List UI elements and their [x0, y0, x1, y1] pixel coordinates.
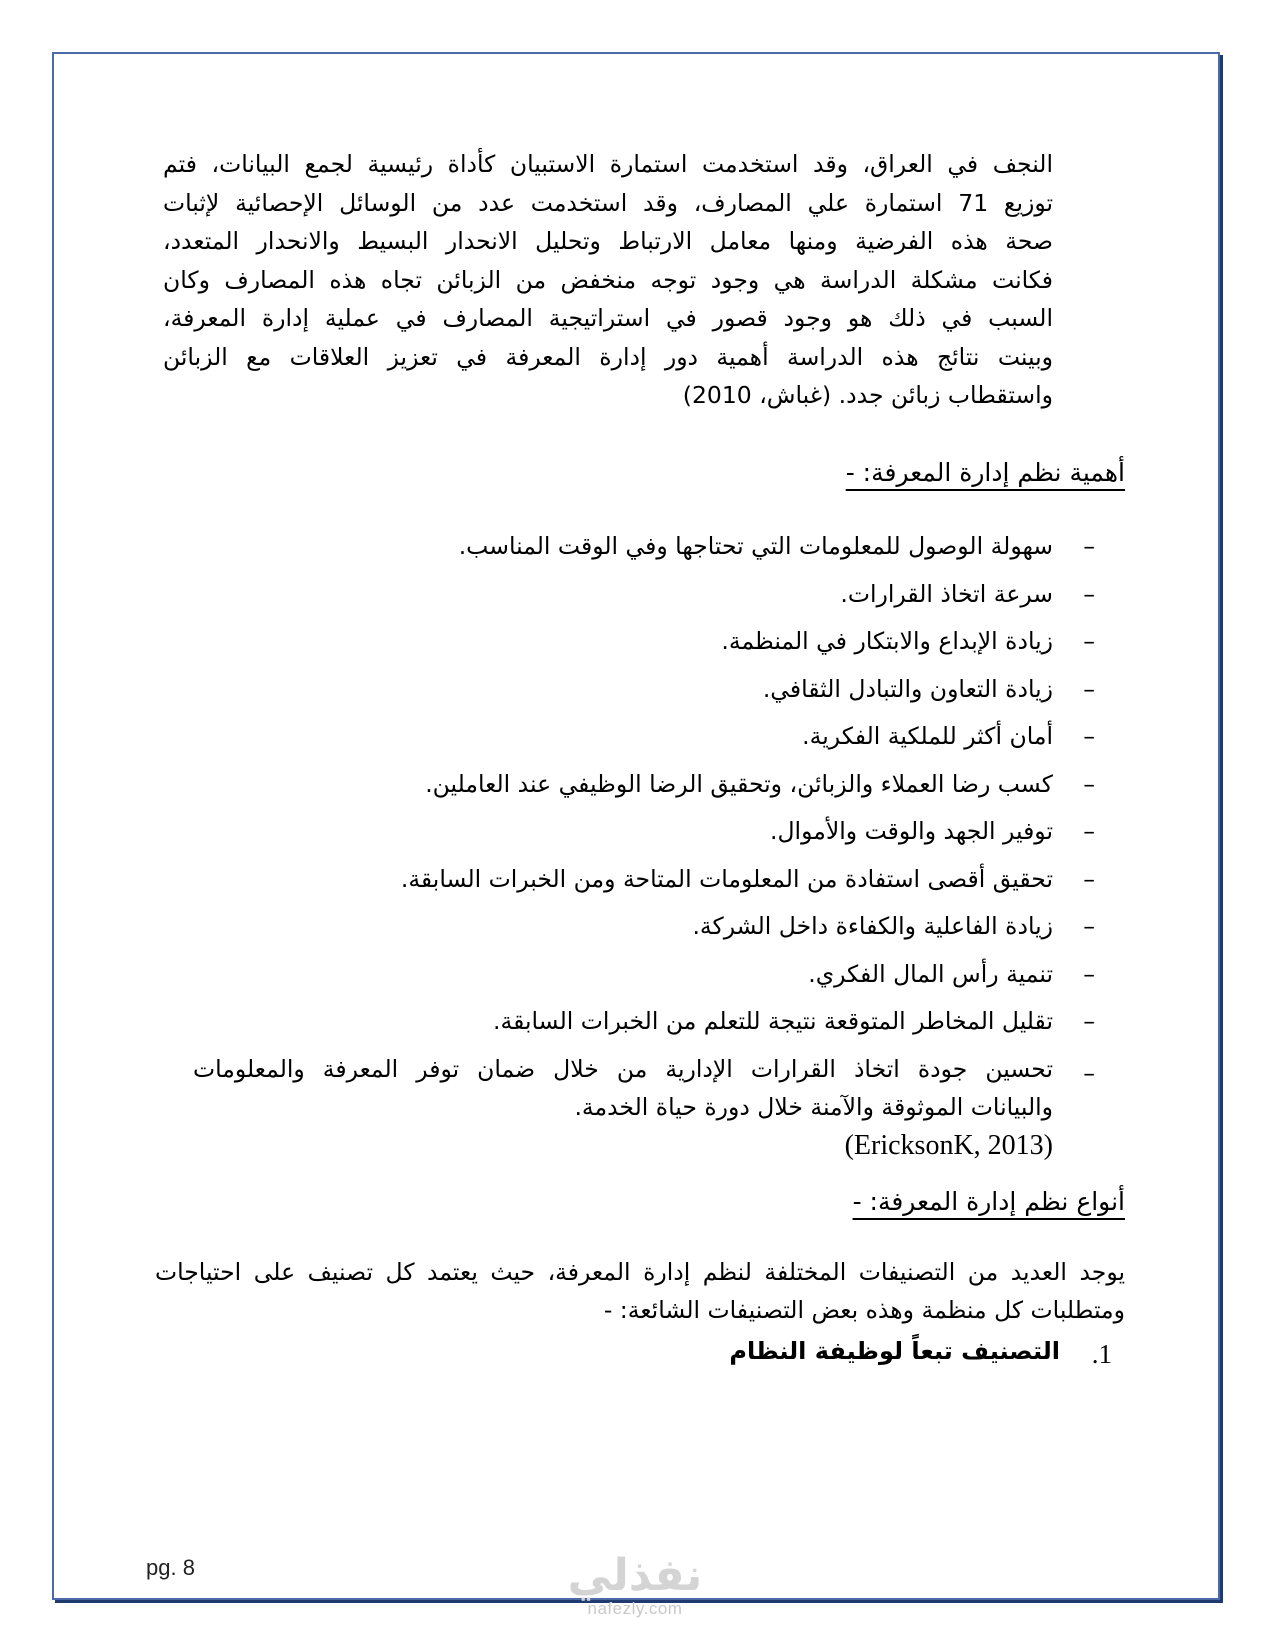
numbered-item: [729, 1337, 1112, 1369]
types-paragraph: [155, 1253, 1125, 1329]
list-item: – تنمية رأس المال الفكري.: [808, 959, 1095, 988]
dash-bullet: –: [1083, 579, 1095, 608]
list-item: – تقليل المخاطر المتوقعة نتيجة للتعلم من الخبرات السابقة.: [493, 1007, 1095, 1035]
paragraph-line: ومتطلبات كل منظمة وهذه بعض التصنيفات الشائعة: -: [603, 1296, 1125, 1324]
paragraph-line: يوجد العديد من التصنيفات المختلفة لنظم إدارة المعرفة، حيث يعتمد كل تصنيف على احتياجات: [155, 1258, 1125, 1286]
section-heading-importance: أهمية نظم إدارة المعرفة: -: [845, 458, 1125, 487]
item-text: التصنيف تبعاً لوظيفة النظام: [729, 1337, 1060, 1365]
list-item: – تحسين جودة اتخاذ القرارات الإدارية من خلال ضمان توفر المعرفة والمعلومات والبيانات الموثوقة والآمنة خلال دورة حياة الخدمة.: [193, 1054, 1095, 1121]
dash-bullet: –: [1083, 627, 1095, 655]
list-item: – كسب رضا العملاء والزبائن، وتحقيق الرضا الوظيفي عند العاملين.: [425, 769, 1095, 798]
item-number: 1.: [1091, 1339, 1112, 1369]
watermark-arabic: نفذلي: [567, 1550, 703, 1601]
dash-bullet: –: [1083, 1007, 1095, 1035]
intro-line: النجف في العراق، وقد استخدمت استمارة الاستبيان كأداة رئيسية لجمع البيانات، فتم: [163, 150, 1053, 178]
dash-bullet: –: [1083, 817, 1095, 845]
list-item: – زيادة التعاون والتبادل الثقافي.: [762, 674, 1095, 703]
list-item: – زيادة الفاعلية والكفاءة داخل الشركة.: [692, 912, 1095, 940]
citation: (EricksonK, 2013): [844, 1130, 1053, 1161]
list-item: – زيادة الإبداع والابتكار في المنظمة.: [721, 627, 1095, 655]
dash-bullet: –: [1083, 722, 1095, 750]
dash-bullet: –: [1083, 674, 1095, 703]
intro-paragraph: [163, 145, 1053, 415]
importance-list: [193, 531, 1095, 1126]
page-number: pg. 8: [146, 1555, 195, 1580]
list-item: – توفير الجهد والوقت والأموال.: [770, 817, 1095, 845]
intro-line: وبينت نتائج هذه الدراسة أهمية دور إدارة المعرفة في تعزيز العلاقات مع الزبائن: [163, 342, 1053, 371]
dash-bullet: –: [1083, 912, 1095, 940]
list-item: – تحقيق أقصى استفادة من المعلومات المتاحة ومن الخبرات السابقة.: [400, 864, 1095, 893]
section-heading-types: أنواع نظم إدارة المعرفة: -: [852, 1187, 1125, 1216]
list-item: – سرعة اتخاذ القرارات.: [840, 579, 1095, 608]
dash-bullet: –: [1083, 959, 1095, 988]
intro-line: السبب في ذلك هو وجود قصور في استراتيجية المصارف في عملية إدارة المعرفة،: [163, 304, 1053, 332]
dash-bullet: –: [1083, 1058, 1095, 1087]
intro-line: صحة هذه الفرضية ومنها معامل الارتباط وتحليل الانحدار البسيط والانحدار المتعدد،: [163, 227, 1053, 255]
intro-line: فكانت مشكلة الدراسة هي وجود توجه منخفض من الزبائن تجاه هذه المصارف وكان: [163, 265, 1053, 294]
dash-bullet: –: [1083, 532, 1095, 560]
list-item: – أمان أكثر للملكية الفكرية.: [802, 722, 1095, 750]
intro-line: واستقطاب زبائن جدد. (غباش، 2010): [682, 381, 1053, 409]
dash-bullet: –: [1083, 864, 1095, 893]
watermark-logo: [555, 1550, 715, 1619]
intro-line: توزيع 71 استمارة علي المصارف، وقد استخدمت عدد من الوسائل الإحصائية لإثبات: [163, 188, 1054, 217]
list-item: – سهولة الوصول للمعلومات التي تحتاجها وفي الوقت المناسب.: [458, 532, 1095, 560]
dash-bullet: –: [1083, 769, 1095, 798]
watermark-url: nafezly.com: [587, 1599, 683, 1618]
